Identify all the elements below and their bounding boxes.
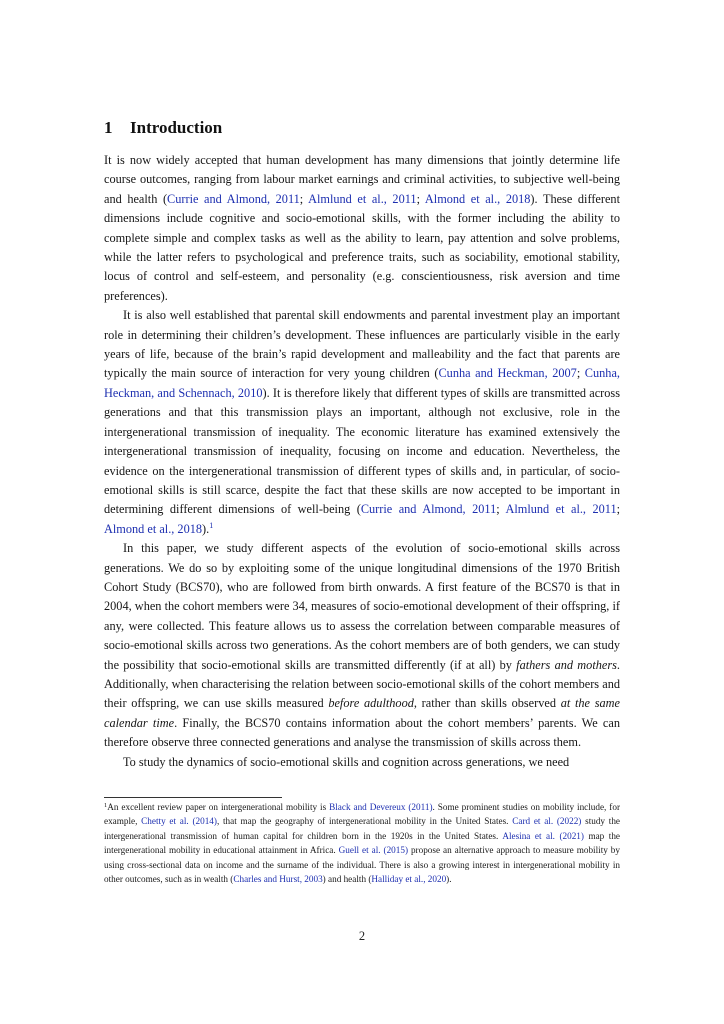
text-span: ; xyxy=(576,366,585,381)
footnote-1 xyxy=(104,800,620,886)
text-span: ; xyxy=(616,502,621,517)
citation-link[interactable]: Alesina et al. (2021) xyxy=(502,830,584,841)
footnote-mark: 1 xyxy=(104,802,108,809)
text-span: To study the dynamics of socio-emotional skills and cognition across generations, we need xyxy=(123,754,570,769)
text-span: ; xyxy=(496,502,506,517)
section-number: 1 xyxy=(104,118,113,137)
paragraph-3 xyxy=(104,539,620,752)
paragraph-2 xyxy=(104,306,620,539)
text-span: ) and health ( xyxy=(322,874,372,885)
footnote-divider xyxy=(104,797,282,798)
text-span: . Some prominent studies on mobility include, for example, xyxy=(104,802,621,827)
citation-link[interactable]: Cunha and Heckman, 2007 xyxy=(438,366,577,381)
text-span: It is also well established that parental skill endowments and parental investment play an important role in determining their children’s development. These influences are particularly visible in the early years of life, because of the brain’s rapid development and malleability and the fact that parents are typically the main source of interaction for very young children ( xyxy=(104,308,620,381)
citation-link[interactable]: Charles and Hurst, 2003 xyxy=(233,874,323,885)
text-span: It is now widely accepted that human development has many dimensions that jointly determine life course outcomes, ranging from labour market earnings and criminal activities, to subjective well-being and health ( xyxy=(104,153,620,206)
text-span: ; xyxy=(416,191,425,206)
page-number: 2 xyxy=(358,929,366,943)
text-span: ). xyxy=(446,874,452,885)
citation-link[interactable]: Almond et al., 2018 xyxy=(424,191,531,206)
citation-link[interactable]: Currie and Almond, 2011 xyxy=(167,191,300,206)
citation-link[interactable]: Chetty et al. (2014) xyxy=(141,816,217,827)
section-title: Introduction xyxy=(130,118,223,137)
citation-link[interactable]: Almond et al., 2018 xyxy=(104,521,203,536)
text-span: . Additionally, when characterising the relation between socio-emotional skills of the cohort members and their offspring, we can use skills measured xyxy=(104,657,620,711)
text-span: . Finally, the BCS70 contains information about the cohort members’ parents. We can therefore observe three connected generations and analyse the transmission of skills across them. xyxy=(104,715,620,750)
citation-link[interactable]: Almlund et al., 2011 xyxy=(505,502,617,517)
emphasis: at the same calendar time xyxy=(104,696,621,730)
emphasis: before adulthood xyxy=(328,696,414,711)
text-span: ). These different dimensions include cognitive and socio-emotional skills, with the former including the ability to complete simple and complex tasks as well as the ability to learn, pay attention and solve problems, while the latter refers to psychological and preference traits, such as sociability, emotional stability, locus of control and self-esteem, and personality (e.g. conscientiousness, risk aversion and time preferences). xyxy=(104,191,620,303)
citation-link[interactable]: Card et al. (2022) xyxy=(512,816,582,827)
text-span: An excellent review paper on intergenerational mobility is xyxy=(107,802,330,812)
citation-link[interactable]: Black and Devereux (2011) xyxy=(329,802,433,812)
text-span: In this paper, we study different aspects of the evolution of socio-emotional skills across generations. We do so by exploiting some of the unique longitudinal dimensions of the 1970 British Cohort Study (BCS70), who are followed from birth onwards. A first feature of the BCS70 is that in 2004, when the cohort members were 34, measures of socio-emotional development of their offspring, if any, were collected. This feature allows us to assess the correlation between comparable measures of socio-emotional skills across two generations. As the cohort members are of both genders, we can study the possibility that socio-emotional skills are transmitted differently (if at all) by xyxy=(104,541,620,672)
text-span: ; xyxy=(299,191,309,206)
citation-link[interactable]: Halliday et al., 2020 xyxy=(371,874,447,885)
citation-link[interactable]: Guell et al. (2015) xyxy=(338,845,408,856)
citation-link[interactable]: Currie and Almond, 2011 xyxy=(360,502,497,517)
emphasis: fathers and mothers xyxy=(516,657,617,672)
paragraph-1 xyxy=(104,151,620,306)
text-span: , rather than skills observed xyxy=(413,696,561,711)
footnote-ref-link[interactable]: 1 xyxy=(209,520,214,530)
text-span: study the intergenerational transmission of human capital for children born in the 1920s in the United States. xyxy=(104,816,620,841)
text-span: , that map the geography of intergenerational mobility in the United States. xyxy=(216,816,513,827)
text-span: ). It is therefore likely that different types of skills are transmitted across generations and that this transmission plays an important, although not exclusive, role in the intergenerational transmission of inequality. The economic literature has examined extensively the intergenerational transmission of inequality, focusing on income and education. Nevertheless, the evidence on the intergenerational transmission of different types of skills and, in particular, of socio-emotional skills is still scarce, despite the fact that these skills are now accepted to be important in determining different dimensions of well-being ( xyxy=(104,385,620,517)
text-span: propose an alternative approach to measure mobility by using cross-sectional data on income and the surname of the individual. There is also a growing interest in intergenerational mobility in other outcomes, such as in wealth ( xyxy=(104,845,620,885)
text-span: ). xyxy=(202,521,210,536)
paragraph-4 xyxy=(104,753,620,772)
section-heading xyxy=(104,118,222,138)
citation-link[interactable]: Cunha, Heckman, and Schennach, 2010 xyxy=(104,366,620,400)
text-span: map the intergenerational mobility in educational attainment in Africa. xyxy=(104,830,621,856)
citation-link[interactable]: Almlund et al., 2011 xyxy=(308,191,417,206)
body-text xyxy=(104,151,620,772)
